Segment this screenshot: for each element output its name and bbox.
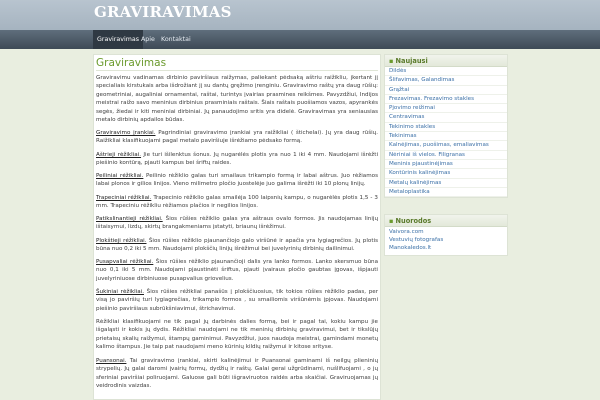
paragraph-text: Šios rūšies rėžiklio galas yra aštraus ovalo formos. Jis naudojamas linijų ištaisymui, lizdų, skirtų brangakmeniams įstatyti, briaunų išrėžimui. [96, 216, 378, 231]
sidebar-link-kalnejimas[interactable]: Kalnėjimas, puošimas, emaliavimas [385, 141, 507, 150]
sidebar-link-graztai[interactable]: Grąžtai [385, 86, 507, 95]
sidebar-link-meninis-pjaustinejimas[interactable]: Meninis pjaustinėjimas [385, 160, 507, 169]
sidebar-link-konturinis-kalinejimas[interactable]: Kontūrinis kalinėjimas [385, 169, 507, 178]
paragraph-text: Pagrindiniai graviravimo įrankiai yra raižikliai ( štichelai). Jų yra daug rūšių. Raižikliai klasifikuojami pagal metalo paviršiuje išrėžiamo pėdsako formą. [96, 130, 378, 145]
sidebar-link-centravimas[interactable]: Centravimas [385, 113, 507, 122]
paragraph-heading: Aštrieji rėžikliai. [96, 152, 142, 158]
paragraph-comb-gravers [96, 288, 378, 313]
paragraph-heading: Šukiniai rėžikliai. [96, 289, 144, 295]
site-title[interactable]: GRAVIRAVIMAS [94, 3, 232, 21]
sidebar-link-tekinimo-stakles[interactable]: Tekinimo stakles [385, 123, 507, 132]
paragraph-heading: Peiliniai rėžikliai. [96, 173, 144, 179]
main-navigation [0, 30, 600, 49]
paragraph-text: Šios rūšies rėžiklio pjaunančioji dalis yra lanko formos. Lanko skersmuo būna nuo 0,1 iki 5 mm. Naudojami pjaustinėti šriftus, pjauti įvairaus pločio gaubtas įgovas, išpjauti juvelyriniuose dirbiniuose pusapvalius griovelius. [96, 259, 378, 282]
nav-graviravimas[interactable]: Graviravimas [93, 30, 143, 49]
paragraph-trapezoid-gravers [96, 194, 378, 211]
widget-title: Nuorodos [395, 217, 432, 225]
sidebar-link-slifavimas[interactable]: Šlifavimas, Galandimas [385, 76, 507, 85]
intro-paragraph [96, 74, 378, 125]
paragraph-heading: Graviravimo įrankiai. [96, 130, 156, 136]
sidebar-link-metalu-kalinejimas[interactable]: Metalų kalinėjimas [385, 179, 507, 188]
paragraph-punches [96, 357, 378, 391]
page-title: Graviravimas [96, 57, 167, 69]
sidebar-link-vestuviu-fotografas[interactable]: Vestuvių fotografas [389, 236, 444, 243]
paragraph-text: Šios rūšies rėžikliai panašūs į plokščiuosius, tik tokios rūšies rėžiklio padas, per visą jo paviršių turi lygiagrečias, trikampio formos , su smailiomis viršūnėmis įpjovas. Naudojami piešinio paviršiaus subrūkšniavimui, štrichavimui. [96, 289, 379, 312]
paragraph-text: Tai graviravimo įrankiai, skirti kalinėjimui ir Puansonai gaminami iš neilgų plieninių strypelių. Jų galai daromi įvairių formų, dydžių ir raštų. Galai gerai užgrūdinami, nušlifuojami , o jų sferiniai paviršiai poliruojami. Galuose gali būti išgraviruotos raidės arba skaičiai. Graviruojamas jų veidrodinis vaizdas. [96, 358, 378, 390]
bullet-icon: ▪ [389, 57, 394, 65]
paragraph-text: Šios rūšies rėžiklio pjaunančiojo galo viršūnė ir apačia yra lygiagrečios. Jų plotis būna nuo 0,2 iki 5 mm. Naudojami plokščių linijų išrėžimui bei juvelyrinių dirbinių dailinimui. [96, 238, 378, 253]
widget-header [385, 55, 507, 67]
paragraph-round-gravers [96, 258, 378, 283]
sidebar-link-metaloplastika[interactable]: Metaloplastika [385, 188, 507, 197]
paragraph-heading: Puansonai. [96, 358, 127, 364]
paragraph-text: Trapecinio rėžiklio galas smailėja 100 laipsnių kampu, o nugarėlės plotis 1,5 - 3 mm. Trapeciniu rėžikliu rėžiamos plačios ir negilios linijos. [96, 195, 378, 210]
paragraph-correcting-gravers [96, 215, 378, 232]
sidebar-link-manokaledos[interactable]: Manokaledos.lt [389, 244, 432, 251]
nav-kontaktai[interactable]: Kontaktai [161, 36, 191, 43]
links-widget [384, 214, 508, 256]
paragraph-heading: Patikslinantieji rėžikliai. [96, 216, 163, 222]
paragraph-heading: Plokštieji rėžikliai. [96, 238, 147, 244]
sidebar-link-nertiniai[interactable]: Nėriniai iš vielos. Filigranas [385, 151, 507, 160]
paragraph-knife-gravers [96, 172, 378, 189]
bullet-icon: ▪ [389, 217, 394, 225]
paragraph-tools [96, 129, 378, 146]
paragraph-classification [96, 318, 378, 352]
sidebar-link-frezavimas[interactable]: Frezavimas. Frezavimo stakles [385, 95, 507, 104]
paragraph-heading: Trapeciniai rėžikliai. [96, 195, 152, 201]
sidebar-link-vaivora[interactable]: Vaivora.com [389, 229, 424, 235]
sidebar-link-tekinimas[interactable]: Tekinimas [385, 132, 507, 141]
paragraph-flat-gravers [96, 237, 378, 254]
nav-apie[interactable]: Apie [141, 36, 155, 43]
links-list [385, 227, 507, 255]
title-divider [96, 70, 378, 71]
paragraph-text: Graviravimu vadinamas dirbinio paviršiaus raižymas, paliekant pėdsaką aštriu raižikliu, įkertant jį specialiais kirstukais arba išdrožiant jį su dantų gręžimo įrenginiu. Graviravimo raštų yra daug rūšių: geometriniai, augaliniai ornamentai, raštai, turintys įvairias prasmines reikšmes. Pavyzdžiui, Indijos meistrai raižo savo meninius dirbinius prasminiais raštais. Šiais raštais puošiamos vazos, apyrankės segės, žiedai ir kiti meniniai dirbiniai. Jų panaudojimo sritis yra didelė. Graviravimas yra seniausias metalo dirbinių apdailos būdas. [96, 75, 378, 124]
sidebar-link-dildes[interactable]: Dildės [385, 67, 507, 76]
widget-header [385, 215, 507, 227]
paragraph-heading: Pusapvaliai rėžikliai. [96, 259, 154, 265]
paragraph-text: Peilinio rėžiklio galas turi smailaus trikampio formą ir labai aštrus. Juo rėžiamos labai plonos ir gilios linijos. Vieno milimetro pločio juostelėje juo galima išrėžti iki 10 plonų linijų. [96, 173, 378, 188]
paragraph-text: Jie turi išilenktus šonus. Jų nugarėlės plotis yra nuo 1 iki 4 mm. Naudojami išrėžti piešinio kontūrą, pjauti kampus bei šriftų raides. [96, 152, 378, 167]
sidebar-link-pjovimo-rezimai[interactable]: Pjovimo reižimai [385, 104, 507, 113]
paragraph-text: Rėžikliai klasifikuojami ne tik pagal jų darbinės dalies formą, bei ir pagal tai, kokiu kampu jie išgaląsti ir kokis jų dydis. Rėžikliai naudojami ne tik meninių dirbinių graviravimui, bet ir tikslūjų prietaisų skalių raižymui, štampų gaminimui. Pavyzdžiui, juos naudoja meistrai, gamindami monetų kalimo štampus. Jie taip pat naudojami meno kūrinių kildių raižymui ir kitose srityse. [96, 319, 378, 351]
latest-posts-widget [384, 54, 508, 198]
paragraph-sharp-gravers [96, 151, 378, 168]
widget-title: Naujausi [395, 57, 428, 65]
